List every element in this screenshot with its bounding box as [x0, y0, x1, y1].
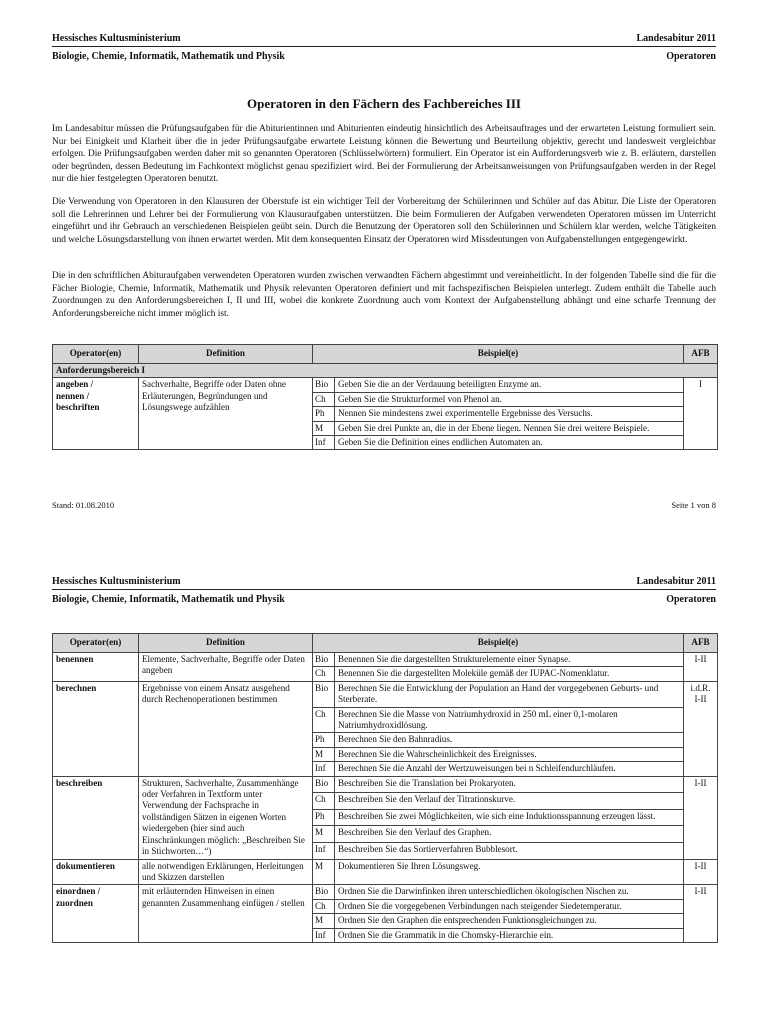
example-subject: M [313, 826, 335, 843]
example-text: Dokumentieren Sie Ihren Lösungsweg. [335, 859, 684, 885]
operator-afb: I-II [684, 776, 718, 859]
table-body-page-1 [53, 378, 718, 450]
col-operator-header-p2: Operator(en) [53, 634, 139, 653]
paragraph-3: Die in den schriftlichen Abituraufgaben verwendeten Operatoren wurden zwischen verwandten Fächern abgestimmt und vereinheitlicht. In der folgenden Tabelle sind die für die Fächer Biologie, Chemie, Informatik, Mathematik und Physik relevanten Operatoren definiert und mit fachspezifischen Beispielen unterlegt. Zudem enthält die Tabelle auch Zuordnungen zu den Anforderungsbereichen I, II und III, wobei die konkrete Zuordnung auch vom Kontext der Aufgabenstellung abhängt und eine scharfe Trennung der Anforderungsbereiche nicht immer möglich ist. [52, 271, 716, 319]
example-subject: Bio [313, 681, 335, 707]
col-definition-header: Definition [139, 345, 313, 364]
example-text: Berechnen Sie die Masse von Natriumhydroxid in 250 mL einer 0,1-molaren Natriumhydroxidlösung. [335, 707, 684, 733]
example-subject: Ph [313, 733, 335, 747]
example-text: Beschreiben Sie den Verlauf des Graphen. [335, 826, 684, 843]
operators-table-page-1 [52, 344, 718, 450]
example-subject: Ch [313, 899, 335, 913]
example-subject: Inf [313, 928, 335, 942]
example-subject: Ch [313, 392, 335, 406]
operators-table-page-2 [52, 633, 718, 943]
example-text: Ordnen Sie den Graphen die entsprechenden Funktionsgleichungen zu. [335, 914, 684, 928]
header-topic: Operatoren [666, 51, 716, 62]
example-subject: Ph [313, 809, 335, 826]
bereich-row [53, 364, 718, 378]
operator-definition: Sachverhalte, Begriffe oder Daten ohne Erläuterungen, Begründungen und Lösungswege aufzählen [139, 378, 313, 450]
example-subject: Ch [313, 707, 335, 733]
table-row [53, 776, 718, 793]
col-definition-header-p2: Definition [139, 634, 313, 653]
page-title: Operatoren in den Fächern des Fachbereiches III [247, 96, 521, 111]
example-text: Ordnen Sie die vorgegebenen Verbindungen nach steigender Siedetemperatur. [335, 899, 684, 913]
operator-definition: Strukturen, Sachverhalte, Zusammenhänge oder Verfahren in Textform unter Verwendung der Fachsprache in vollständigen Sätzen in eigenen Worten wiedergeben (hier sind auch Einschränkungen möglich: „Beschreiben Sie in Stichworten…“) [139, 776, 313, 859]
example-subject: Ch [313, 667, 335, 681]
example-subject: Inf [313, 436, 335, 450]
example-text: Geben Sie drei Punkte an, die in der Ebene liegen. Nennen Sie drei weitere Beispiele. [335, 421, 684, 435]
example-text: Berechnen Sie den Bahnradius. [335, 733, 684, 747]
table-row [53, 859, 718, 885]
operator-definition: mit erläuternden Hinweisen in einen genannten Zusammenhang einfügen / stellen [139, 885, 313, 943]
example-text: Benennen Sie die dargestellten Moleküle gemäß der IUPAC-Nomenklatur. [335, 667, 684, 681]
header-ministry: Hessisches Kultusministerium [52, 33, 181, 44]
paragraph-2: Die Verwendung von Operatoren in den Klausuren der Oberstufe ist ein wichtiger Teil der Vorbereitung der Schülerinnen und Schüler auf das Abitur. Die Liste der Operatoren soll die Lehrerinnen und Lehrer bei der Formulierung von Klausuraufgaben unterstützen. Die beim Formulieren der Aufgaben verwendeten Operatoren müssen im Unterricht eingeführt und ihr Gebrauch an verschiedenen Beispielen geübt sein. Durch die Benutzung der Operatoren soll den Schülerinnen und Schülern klar werden, welche Tätigkeiten und welche Lösungsdarstellung von ihnen erwartet werden. Mit dem konsequenten Einsatz der Operatoren wird Missdeutungen von Aufgabenstellungen entgegengewirkt. [52, 197, 716, 245]
document-page-2 [0, 560, 768, 1024]
header-exam-p2: Landesabitur 2011 [636, 576, 716, 587]
table-row [53, 378, 718, 392]
operator-name: einordnen / zuordnen [53, 885, 139, 943]
example-subject: Bio [313, 378, 335, 392]
example-text: Ordnen Sie die Grammatik in die Chomsky-Hierarchie ein. [335, 928, 684, 942]
example-subject: Ph [313, 407, 335, 421]
operator-afb: I-II [684, 653, 718, 682]
example-text: Beschreiben Sie das Sortierverfahren Bubblesort. [335, 842, 684, 859]
example-subject: Bio [313, 776, 335, 793]
example-text: Berechnen Sie die Entwicklung der Population an Hand der vorgegebenen Geburts- und Sterberate. [335, 681, 684, 707]
example-subject: M [313, 859, 335, 885]
header-ministry-p2: Hessisches Kultusministerium [52, 576, 181, 587]
operator-afb: I [684, 378, 718, 450]
example-text: Ordnen Sie die Darwinfinken ihren unterschiedlichen ökologischen Nischen zu. [335, 885, 684, 899]
operator-afb: I-II [684, 885, 718, 943]
operator-definition: Ergebnisse von einem Ansatz ausgehend durch Rechenoperationen bestimmen [139, 681, 313, 776]
example-subject: Bio [313, 885, 335, 899]
table-header-row [53, 345, 718, 364]
example-subject: Ch [313, 793, 335, 810]
example-subject: M [313, 421, 335, 435]
col-example-header: Beispiel(e) [313, 345, 684, 364]
header-divider-p2 [52, 589, 716, 590]
operator-definition: Elemente, Sachverhalte, Begriffe oder Daten angeben [139, 653, 313, 682]
example-text: Nennen Sie mindestens zwei experimentelle Ergebnisse des Versuchs. [335, 407, 684, 421]
header-topic-p2: Operatoren [666, 594, 716, 605]
example-subject: Inf [313, 842, 335, 859]
operator-definition: alle notwendigen Erklärungen, Herleitungen und Skizzen darstellen [139, 859, 313, 885]
example-subject: M [313, 914, 335, 928]
example-text: Geben Sie die Strukturformel von Phenol an. [335, 392, 684, 406]
paragraph-1: Im Landesabitur müssen die Prüfungsaufgaben für die Abiturientinnen und Abiturienten eindeutig hinsichtlich des Arbeitsauftrages und der erwarteten Leistung formuliert sein. Nur bei Einigkeit und Klarheit über die in jeder Prüfungsaufgabe erwartete Leistung können die Bewertung und Beurteilung objektiv, gerecht und landesweit vergleichbar erfolgen. Die Prüfungsaufgaben werden daher mit so genannten Operatoren (Schlüsselwörtern) formuliert. Ein Operator ist ein Aufforderungsverb wie z. B. erläutern, darstellen oder begründen, dessen Bedeutung im Fachkontext möglichst genau spezifiziert wird. Bei der Formulierung der Arbeitsanweisungen von Prüfungsaufgaben werden in der Regel nur die hier festgelegten Operatoren benutzt. [52, 124, 716, 184]
col-afb-header-p2: AFB [684, 634, 718, 653]
footer-stand: Stand: 01.08.2010 [52, 500, 115, 510]
operator-name: beschreiben [53, 776, 139, 859]
col-example-header-p2: Beispiel(e) [313, 634, 684, 653]
page-gap [0, 528, 768, 560]
operator-name: dokumentieren [53, 859, 139, 885]
operator-name: berechnen [53, 681, 139, 776]
col-operator-header: Operator(en) [53, 345, 139, 364]
header-exam: Landesabitur 2011 [636, 33, 716, 44]
operator-afb: I-II [684, 859, 718, 885]
table-row [53, 653, 718, 667]
example-text: Beschreiben Sie zwei Möglichkeiten, wie sich eine Induktionsspannung erzeugen lässt. [335, 809, 684, 826]
footer-page: Seite 1 von 8 [671, 500, 716, 510]
table-row [53, 681, 718, 707]
header-subjects-p2: Biologie, Chemie, Informatik, Mathematik und Physik [52, 594, 285, 605]
example-text: Beschreiben Sie den Verlauf der Titrationskurve. [335, 793, 684, 810]
table-header-row-p2 [53, 634, 718, 653]
example-text: Geben Sie die an der Verdauung beteiligten Enzyme an. [335, 378, 684, 392]
table-body-page-2 [53, 653, 718, 943]
col-afb-header: AFB [684, 345, 718, 364]
example-text: Berechnen Sie die Anzahl der Wertzuweisungen bei n Schleifendurchläufen. [335, 762, 684, 776]
example-text: Beschreiben Sie die Translation bei Prokaryoten. [335, 776, 684, 793]
operator-afb: i.d.R. I-II [684, 681, 718, 776]
example-subject: M [313, 747, 335, 761]
example-subject: Bio [313, 653, 335, 667]
header-subjects: Biologie, Chemie, Informatik, Mathematik und Physik [52, 51, 285, 62]
operator-name: angeben / nennen / beschriften [53, 378, 139, 450]
operator-name: benennen [53, 653, 139, 682]
header-divider [52, 46, 716, 47]
example-text: Berechnen Sie die Wahrscheinlichkeit des Ereignisses. [335, 747, 684, 761]
example-text: Geben Sie die Definition eines endlichen Automaten an. [335, 436, 684, 450]
bereich-label: Anforderungsbereich I [53, 364, 718, 378]
example-text: Benennen Sie die dargestellten Strukturelemente einer Synapse. [335, 653, 684, 667]
example-subject: Inf [313, 762, 335, 776]
table-row [53, 885, 718, 899]
